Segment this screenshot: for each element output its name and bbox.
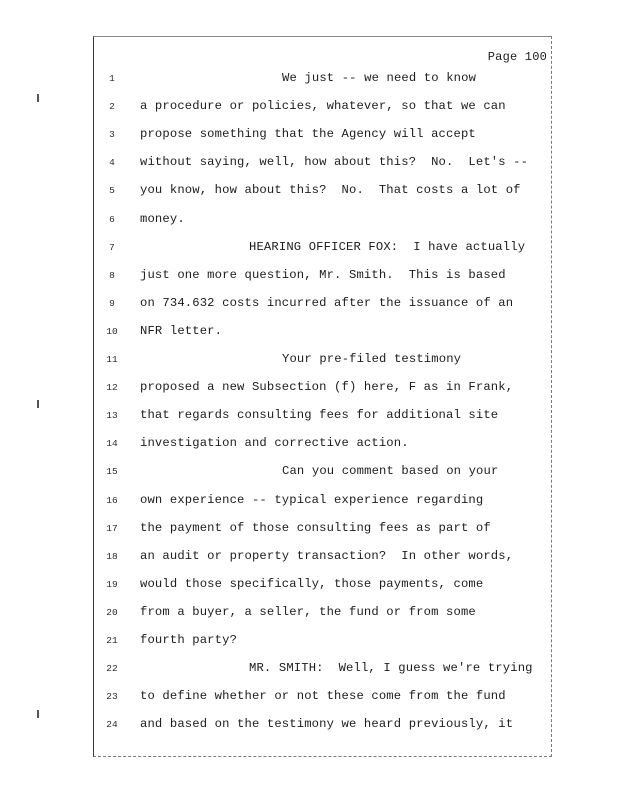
line-text: an audit or property transaction? In other words, (140, 548, 514, 563)
line-number: 22 (106, 663, 118, 675)
line-text: Can you comment based on your (282, 464, 499, 479)
line-number: 1 (109, 73, 115, 84)
line-number: 18 (106, 550, 118, 562)
line-number: 6 (109, 213, 115, 225)
line-text: and based on the testimony we heard previously, it (140, 717, 514, 732)
transcript-line (94, 268, 553, 296)
line-number: 19 (106, 578, 118, 590)
line-text: on 734.632 costs incurred after the issuance of an (140, 295, 514, 310)
transcript-line (94, 324, 553, 352)
line-text: would those specifically, those payments, come (140, 576, 484, 591)
line-number: 3 (109, 129, 115, 141)
transcript-line (94, 549, 553, 577)
line-text: just one more question, Mr. Smith. This is based (140, 267, 506, 282)
transcript-line (94, 493, 553, 521)
line-text: Your pre-filed testimony (282, 352, 462, 366)
transcript-line (94, 633, 553, 661)
transcript-line (94, 661, 553, 689)
transcript-line (94, 296, 553, 324)
transcript-line (94, 240, 553, 268)
transcript-line (94, 352, 553, 380)
line-number: 15 (106, 466, 118, 478)
line-text: propose something that the Agency will accept (140, 127, 476, 142)
line-number: 23 (106, 691, 118, 703)
line-number: 9 (109, 297, 115, 309)
transcript-line (94, 521, 553, 549)
transcript-line (94, 212, 553, 240)
line-text: proposed a new Subsection (f) here, F as in Frank, (140, 380, 514, 395)
line-text: investigation and corrective action. (140, 436, 409, 451)
line-text: to define whether or not these come from the fund (140, 689, 506, 704)
line-number: 21 (106, 635, 118, 646)
transcript-line (94, 71, 553, 99)
line-number: 2 (109, 101, 115, 113)
line-text: a procedure or policies, whatever, so that we can (140, 99, 506, 114)
margin-tick-mark (37, 400, 39, 408)
line-number: 12 (106, 382, 118, 394)
transcript-line (94, 689, 553, 717)
line-text: from a buyer, a seller, the fund or from some (140, 604, 476, 619)
line-text: NFR letter. (140, 323, 223, 338)
line-text: the payment of those consulting fees as part of (140, 520, 491, 535)
line-number: 13 (106, 410, 118, 422)
page-number: Page 100 (487, 50, 547, 64)
line-text: MR. SMITH: Well, I guess we're trying (249, 661, 533, 676)
transcript-line (94, 717, 553, 745)
line-number: 17 (106, 522, 118, 534)
line-text: you know, how about this? No. That costs a lot of (140, 183, 521, 198)
transcript-line (94, 183, 553, 211)
line-text: HEARING OFFICER FOX: I have actually (249, 239, 526, 254)
line-number: 10 (106, 325, 118, 337)
transcript-line (94, 408, 553, 436)
margin-tick-mark (37, 710, 39, 718)
line-number: 20 (106, 606, 118, 618)
transcript-line (94, 99, 553, 127)
line-text: We just -- we need to know (282, 71, 477, 85)
line-number: 5 (109, 185, 115, 197)
line-text: fourth party? (140, 633, 238, 647)
transcript-line (94, 605, 553, 633)
line-number: 16 (106, 494, 118, 506)
transcript-line (94, 577, 553, 605)
line-number: 8 (109, 269, 115, 281)
transcript-line (94, 155, 553, 183)
line-number: 11 (106, 354, 118, 365)
transcript-line (94, 380, 553, 408)
transcript-page (93, 36, 552, 757)
line-text: without saying, well, how about this? No. Let's -- (140, 155, 529, 170)
line-number: 7 (109, 241, 115, 253)
transcript-line (94, 464, 553, 492)
line-text: own experience -- typical experience regarding (140, 492, 484, 507)
line-number: 4 (109, 157, 115, 169)
transcript-line (94, 127, 553, 155)
line-number: 24 (106, 719, 118, 731)
line-number: 14 (106, 438, 118, 450)
margin-tick-mark (37, 94, 39, 102)
line-text: that regards consulting fees for additional site (140, 408, 499, 423)
transcript-line (94, 436, 553, 464)
line-text: money. (140, 211, 185, 226)
